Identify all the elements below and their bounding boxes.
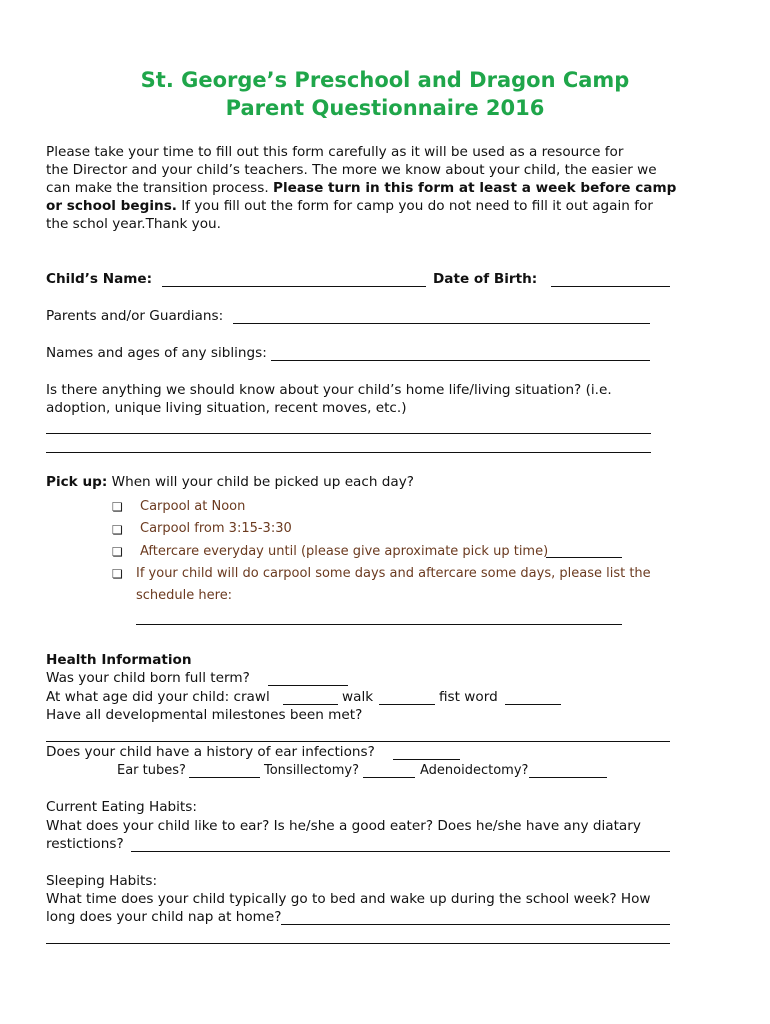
home-life-field[interactable] (46, 433, 651, 434)
eating-question: restictions? (46, 836, 124, 852)
walk-label: walk (342, 689, 374, 705)
first-word-label: fist word (439, 689, 498, 705)
pickup-question (46, 473, 414, 492)
sleeping-field[interactable] (281, 924, 670, 925)
dob-label: Date of Birth: (433, 271, 538, 287)
home-life-question: adoption, unique living situation, recent moves, etc.) (46, 400, 407, 416)
eating-heading: Current Eating Habits: (46, 799, 197, 815)
child-name-field[interactable] (162, 286, 426, 287)
intro-emphasis: Please turn in this form at least a week before camp (272, 180, 677, 196)
pickup-text: When will your child be picked up each day? (107, 474, 415, 490)
eating-field[interactable] (131, 851, 670, 852)
option-label: Carpool at Noon (140, 499, 246, 514)
option-label: Carpool from 3:15-3:30 (140, 521, 292, 536)
dob-field[interactable] (551, 286, 670, 287)
tonsil-label: Tonsillectomy? (264, 763, 359, 778)
schedule-field[interactable] (136, 624, 622, 625)
sleeping-question: What time does your child typically go to bed and wake up during the school week? How (46, 891, 651, 907)
form-subtitle: Parent Questionnaire 2016 (225, 96, 545, 120)
pickup-label: Pick up: (46, 474, 108, 490)
ear-tubes-field[interactable] (189, 777, 260, 778)
sleeping-heading: Sleeping Habits: (46, 873, 158, 889)
intro-text: If you fill out the form for camp you do not need to fill it out again for (176, 198, 653, 214)
home-life-field[interactable] (46, 452, 651, 453)
siblings-label: Names and ages of any siblings: (46, 345, 267, 361)
intro-emphasis: or school begins. (46, 198, 177, 214)
intro-line: the schol year.Thank you. (46, 216, 221, 232)
crawl-label: At what age did your child: crawl (46, 689, 270, 705)
milestones-label: Have all developmental milestones been met? (46, 707, 363, 723)
intro-line (46, 179, 676, 198)
milestones-field[interactable] (46, 741, 670, 742)
parents-field[interactable] (233, 323, 650, 324)
form-title: St. George’s Preschool and Dragon Camp (140, 68, 630, 92)
aftercare-time-field[interactable] (546, 557, 622, 558)
walk-field[interactable] (379, 704, 435, 705)
home-life-question: Is there anything we should know about your child’s home life/living situation? (i.e. (46, 382, 612, 398)
ear-tubes-label: Ear tubes? (117, 763, 186, 778)
ear-infection-label: Does your child have a history of ear infections? (46, 744, 375, 760)
option-label: schedule here: (136, 588, 233, 603)
sleeping-question: long does your child nap at home? (46, 909, 282, 925)
child-name-label: Child’s Name: (46, 271, 153, 287)
ear-infection-field[interactable] (393, 759, 460, 760)
health-heading: Health Information (46, 652, 192, 668)
adenoid-label: Adenoidectomy? (420, 763, 529, 778)
intro-line (46, 197, 653, 216)
crawl-field[interactable] (283, 704, 338, 705)
parents-label: Parents and/or Guardians: (46, 308, 224, 324)
intro-line: Please take your time to fill out this form carefully as it will be used as a resource for (46, 144, 624, 160)
checkbox-carpool-noon[interactable]: ❏ (112, 500, 123, 514)
intro-line: the Director and your child’s teachers. The more we know about your child, the easier we (46, 162, 657, 178)
eating-question: What does your child like to ear? Is he/she a good eater? Does he/she have any diatary (46, 818, 641, 834)
first-word-field[interactable] (505, 704, 561, 705)
tonsil-field[interactable] (363, 777, 415, 778)
option-label: Aftercare everyday until (please give aproximate pick up time) (140, 544, 549, 559)
sleeping-field[interactable] (46, 943, 670, 944)
siblings-field[interactable] (271, 360, 650, 361)
intro-text: can make the transition process. (46, 180, 273, 196)
full-term-label: Was your child born full term? (46, 670, 250, 686)
option-label: If your child will do carpool some days and aftercare some days, please list the (136, 566, 651, 581)
checkbox-carpool-afternoon[interactable]: ❏ (112, 523, 123, 537)
full-term-field[interactable] (268, 685, 348, 686)
adenoid-field[interactable] (529, 777, 607, 778)
checkbox-aftercare[interactable]: ❏ (112, 545, 123, 559)
checkbox-mixed-schedule[interactable]: ❏ (112, 567, 123, 581)
